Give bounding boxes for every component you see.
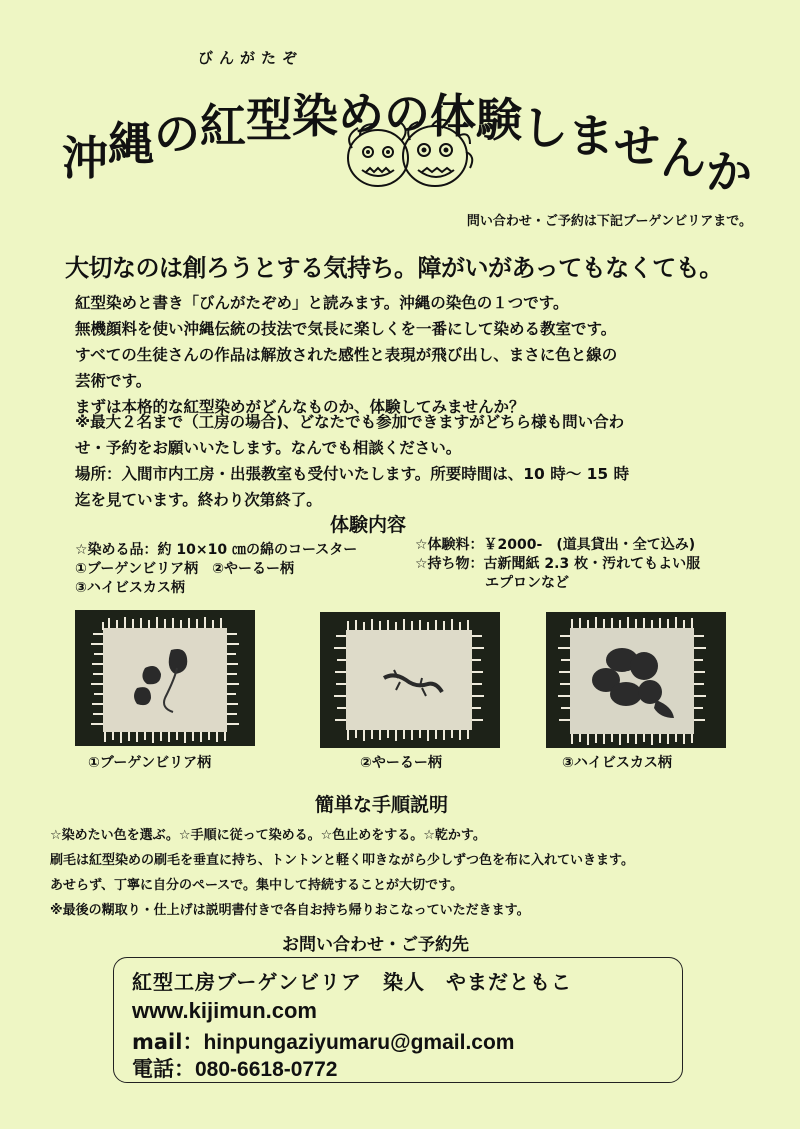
- item-line: ☆持ち物：古新聞紙 2.3 枚・汚れてもよい服: [415, 556, 701, 572]
- website-link[interactable]: www.kijimun.com: [132, 998, 317, 1023]
- phone-number[interactable]: 080-6618-0772: [195, 1058, 338, 1081]
- intro-line: すべての生徒さんの作品は解放された感性と表現が飛び出し、まさに色と線の: [75, 346, 618, 364]
- contact-note: 問い合わせ・ご予約は下記ブーゲンビリアまで。: [466, 214, 752, 229]
- gecko-coaster-photo: [320, 612, 500, 748]
- item-line: ☆染める品：約 10×10 ㎝の綿のコースター: [75, 542, 358, 558]
- caption-hibiscus: ③ハイビスカス柄: [562, 755, 672, 771]
- section-title-steps: 簡単な手順説明: [315, 794, 449, 816]
- title-char: し: [522, 101, 567, 155]
- email-link[interactable]: hinpungaziyumaru@gmail.com: [203, 1031, 515, 1054]
- step-line: ※最後の糊取り・仕上げは説明書付きで各自お持ち帰りおこなっていただきます。: [50, 903, 530, 918]
- title-char: ま: [568, 109, 613, 163]
- section-title-experience: 体験内容: [330, 514, 407, 536]
- contact-box: [113, 957, 683, 1083]
- title-char: 染: [292, 89, 337, 143]
- title-char: 縄: [108, 117, 153, 171]
- item-line: ③ハイビスカス柄: [75, 580, 185, 596]
- step-line: ☆染めたい色を選ぶ。☆手順に従って染める。☆色止めをする。☆乾かす。: [50, 828, 486, 843]
- items-left: [75, 541, 357, 598]
- shisa-illustration: [340, 118, 475, 198]
- notice-line: 場所：入間市内工房・出張教室も受付いたします。所要時間は、10 時～ 15 時: [75, 465, 630, 483]
- title-char: め: [338, 87, 383, 141]
- studio-name: 紅型工房ブーゲンビリア 染人 やまだともこ: [132, 970, 572, 994]
- title-char: か: [706, 145, 751, 199]
- steps-list: [50, 823, 790, 923]
- bougainvillea-coaster-photo: [75, 610, 255, 746]
- step-line: 刷毛は紅型染めの刷毛を垂直に持ち、トントンと軽く叩きながら少しずつ色を布に入れていきます。: [50, 853, 634, 868]
- caption-gecko: ②やーるー柄: [360, 755, 442, 771]
- email-label: mail：: [132, 1030, 204, 1054]
- intro-paragraph: [75, 290, 765, 420]
- title-char: の: [154, 107, 199, 161]
- notice-line: せ・予約をお願いいたします。なんでも相談ください。: [75, 439, 462, 457]
- hibiscus-coaster-photo: [546, 612, 726, 748]
- headline: 大切なのは創ろうとする気持ち。障がいがあってもなくても。: [65, 254, 723, 282]
- title-char: ん: [660, 131, 705, 185]
- step-line: あせらず、丁寧に自分のペースで。集中して持続することが大切です。: [50, 878, 464, 893]
- title-ruby: びんがたぞ: [198, 49, 304, 67]
- notice-paragraph: [75, 409, 765, 513]
- phone-line: [132, 1053, 337, 1083]
- intro-line: まずは本格的な紅型染めがどんなものか、体験してみませんか？: [75, 398, 525, 416]
- title-char: 型: [246, 93, 291, 147]
- title-char: 沖: [62, 131, 107, 185]
- caption-bougainvillea: ①ブーゲンビリア柄: [88, 755, 212, 771]
- title-char: 験: [476, 93, 521, 147]
- title-char: 紅: [200, 99, 245, 153]
- inquiry-title: お問い合わせ・ご予約先: [282, 935, 469, 955]
- intro-line: 紅型染めと書き「びんがたぞめ」と読みます。沖縄の染色の１つです。: [75, 294, 569, 312]
- item-line: ①ブーゲンビリア柄 ②やーるー柄: [75, 561, 295, 577]
- title-char: せ: [614, 119, 659, 173]
- notice-line: 迄を見ています。終わり次第終了。: [75, 491, 322, 509]
- title-char: 体: [430, 89, 475, 143]
- title-char: の: [384, 87, 429, 141]
- notice-line: ※最大２名まで（工房の場合)、どなたでも参加できますがどちら様も問い合わ: [75, 413, 625, 431]
- phone-label: 電話：: [132, 1057, 195, 1081]
- intro-line: 無機顔料を使い沖縄伝統の技法で気長に楽しくを一番にして染める教室です。: [75, 320, 617, 338]
- intro-line: 芸術です。: [75, 372, 152, 390]
- item-line: ☆体験料：￥2000- (道具貸出・全て込み): [415, 537, 696, 553]
- email-line: [132, 1026, 514, 1056]
- item-line: エプロンなど: [415, 575, 569, 591]
- items-right: [415, 536, 700, 593]
